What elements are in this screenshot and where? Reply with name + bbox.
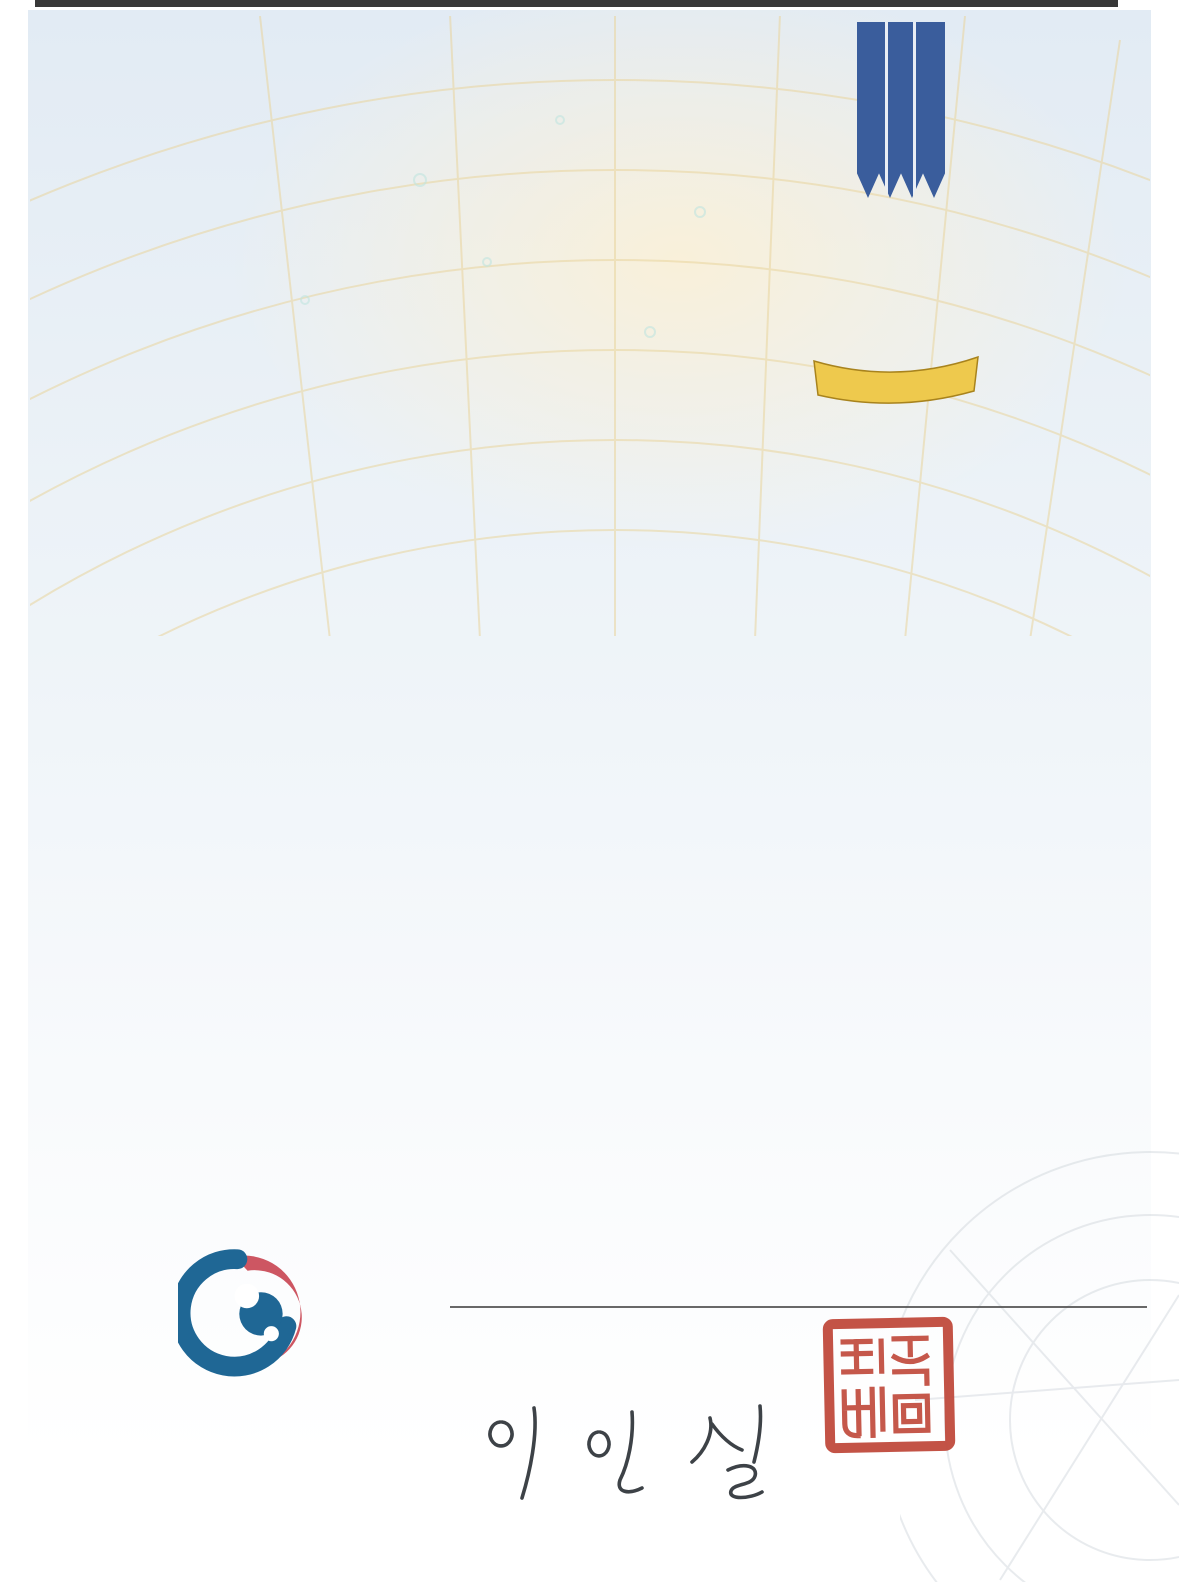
commissioner-seal [822, 1316, 957, 1455]
signature-divider [450, 1306, 1147, 1308]
qr-code-icon [833, 1216, 921, 1304]
medal-banner [814, 357, 978, 403]
commissioner-signature [465, 1398, 795, 1508]
medal-ribbon [857, 22, 945, 198]
signature-strokes-icon [465, 1398, 795, 1508]
seal-stamp-icon [822, 1316, 957, 1455]
scan-edge-artifact [35, 0, 1118, 7]
kipo-emblem-icon [178, 1246, 310, 1378]
kipo-logo [178, 1246, 310, 1378]
qr-code [833, 1216, 921, 1304]
medal-emblem-icon [769, 176, 1023, 430]
gold-medal [769, 176, 1023, 430]
